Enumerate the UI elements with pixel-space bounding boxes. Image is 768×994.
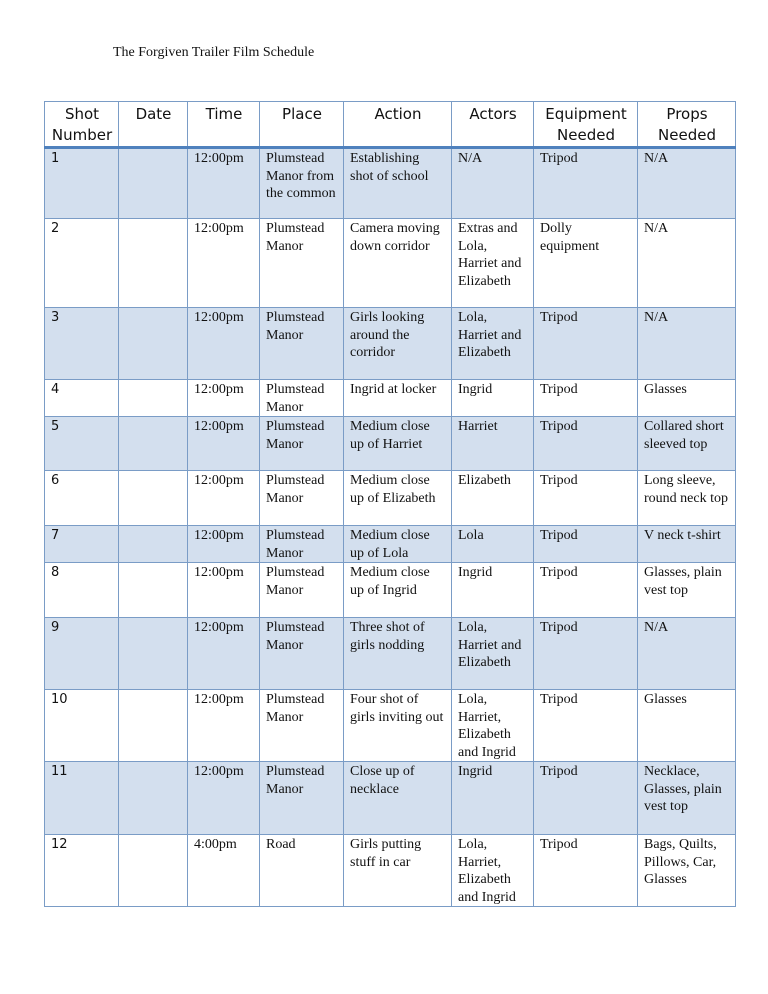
cell-actors: Ingrid: [452, 380, 534, 417]
header-equipment-line2: Needed: [557, 126, 615, 144]
header-props-line2: Needed: [658, 126, 716, 144]
table-row: [45, 762, 736, 835]
cell-actors: Ingrid: [452, 563, 534, 618]
cell-time: 12:00pm: [188, 762, 260, 835]
cell-equipment: Tripod: [534, 762, 638, 835]
cell-date: [119, 690, 188, 762]
cell-action: Close up of necklace: [344, 762, 452, 835]
cell-date: [119, 563, 188, 618]
cell-action: Girls looking around the corridor: [344, 308, 452, 380]
table-row: [45, 526, 736, 563]
cell-actors: N/A: [452, 148, 534, 219]
cell-time: 12:00pm: [188, 148, 260, 219]
cell-date: [119, 417, 188, 471]
cell-shot: 8: [45, 563, 119, 618]
table-row: [45, 563, 736, 618]
cell-time: 12:00pm: [188, 417, 260, 471]
table-row: [45, 618, 736, 690]
cell-action: Ingrid at locker: [344, 380, 452, 417]
cell-actors: Lola, Harriet, Elizabeth and Ingrid: [452, 690, 534, 762]
cell-date: [119, 835, 188, 907]
cell-action: Four shot of girls inviting out: [344, 690, 452, 762]
cell-equipment: Tripod: [534, 380, 638, 417]
document-title: The Forgiven Trailer Film Schedule: [113, 45, 315, 60]
cell-action: Establishing shot of school: [344, 148, 452, 219]
cell-date: [119, 618, 188, 690]
header-time: Time: [188, 102, 260, 148]
cell-shot: 4: [45, 380, 119, 417]
cell-place: Plumstead Manor: [260, 563, 344, 618]
film-schedule-table: [44, 101, 736, 907]
cell-equipment: Dolly equipment: [534, 219, 638, 308]
cell-equipment: Tripod: [534, 563, 638, 618]
cell-equipment: Tripod: [534, 308, 638, 380]
cell-props: Collared short sleeved top: [638, 417, 736, 471]
header-props-line1: Props: [666, 105, 708, 123]
cell-place: Plumstead Manor: [260, 618, 344, 690]
cell-date: [119, 526, 188, 563]
cell-equipment: Tripod: [534, 618, 638, 690]
header-action: Action: [344, 102, 452, 148]
cell-props: Glasses: [638, 380, 736, 417]
cell-action: Medium close up of Ingrid: [344, 563, 452, 618]
cell-time: 12:00pm: [188, 618, 260, 690]
cell-place: Plumstead Manor: [260, 471, 344, 526]
cell-time: 12:00pm: [188, 219, 260, 308]
cell-place: Plumstead Manor: [260, 417, 344, 471]
table-row: [45, 308, 736, 380]
cell-props: Long sleeve, round neck top: [638, 471, 736, 526]
cell-props: Glasses, plain vest top: [638, 563, 736, 618]
cell-place: Plumstead Manor: [260, 762, 344, 835]
table-row: [45, 690, 736, 762]
cell-props: N/A: [638, 618, 736, 690]
header-date: Date: [119, 102, 188, 148]
cell-place: Plumstead Manor: [260, 219, 344, 308]
cell-shot: 1: [45, 148, 119, 219]
cell-shot: 6: [45, 471, 119, 526]
cell-time: 4:00pm: [188, 835, 260, 907]
header-shot-line2: Number: [51, 126, 113, 144]
cell-place: Plumstead Manor: [260, 526, 344, 563]
cell-date: [119, 471, 188, 526]
cell-shot: 10: [45, 690, 119, 762]
cell-date: [119, 219, 188, 308]
table-row: [45, 380, 736, 417]
cell-actors: Ingrid: [452, 762, 534, 835]
cell-place: Road: [260, 835, 344, 907]
cell-action: Camera moving down corridor: [344, 219, 452, 308]
cell-place: Plumstead Manor: [260, 308, 344, 380]
cell-shot: 3: [45, 308, 119, 380]
cell-shot: 12: [45, 835, 119, 907]
cell-actors: Lola, Harriet, Elizabeth and Ingrid: [452, 835, 534, 907]
header-shot-line1: Shot: [64, 105, 100, 123]
cell-equipment: Tripod: [534, 690, 638, 762]
cell-equipment: Tripod: [534, 526, 638, 563]
cell-time: 12:00pm: [188, 380, 260, 417]
cell-date: [119, 762, 188, 835]
table-row: [45, 835, 736, 907]
cell-actors: Lola, Harriet and Elizabeth: [452, 618, 534, 690]
cell-equipment: Tripod: [534, 471, 638, 526]
cell-date: [119, 308, 188, 380]
cell-shot: 9: [45, 618, 119, 690]
cell-shot: 11: [45, 762, 119, 835]
cell-time: 12:00pm: [188, 690, 260, 762]
header-row: [45, 102, 736, 148]
table-row: [45, 148, 736, 219]
cell-place: Plumstead Manor: [260, 690, 344, 762]
cell-time: 12:00pm: [188, 308, 260, 380]
cell-actors: Extras and Lola, Harriet and Elizabeth: [452, 219, 534, 308]
cell-place: Plumstead Manor from the common: [260, 148, 344, 219]
cell-action: Girls putting stuff in car: [344, 835, 452, 907]
cell-props: Bags, Quilts, Pillows, Car, Glasses: [638, 835, 736, 907]
cell-props: N/A: [638, 308, 736, 380]
header-shot-number: [45, 102, 119, 148]
header-equipment-line1: Equipment: [545, 105, 627, 123]
header-props: [638, 102, 736, 148]
cell-props: N/A: [638, 219, 736, 308]
cell-shot: 7: [45, 526, 119, 563]
cell-actors: Harriet: [452, 417, 534, 471]
cell-shot: 2: [45, 219, 119, 308]
cell-props: Glasses: [638, 690, 736, 762]
cell-actors: Lola, Harriet and Elizabeth: [452, 308, 534, 380]
cell-props: N/A: [638, 148, 736, 219]
cell-time: 12:00pm: [188, 563, 260, 618]
cell-place: Plumstead Manor: [260, 380, 344, 417]
header-actors: Actors: [452, 102, 534, 148]
cell-equipment: Tripod: [534, 417, 638, 471]
header-place: Place: [260, 102, 344, 148]
cell-equipment: Tripod: [534, 148, 638, 219]
cell-actors: Lola: [452, 526, 534, 563]
table-row: [45, 219, 736, 308]
cell-action: Medium close up of Lola: [344, 526, 452, 563]
cell-props: V neck t-shirt: [638, 526, 736, 563]
cell-shot: 5: [45, 417, 119, 471]
cell-action: Three shot of girls nodding: [344, 618, 452, 690]
table-row: [45, 417, 736, 471]
cell-action: Medium close up of Harriet: [344, 417, 452, 471]
cell-actors: Elizabeth: [452, 471, 534, 526]
cell-action: Medium close up of Elizabeth: [344, 471, 452, 526]
cell-props: Necklace, Glasses, plain vest top: [638, 762, 736, 835]
table-row: [45, 471, 736, 526]
cell-time: 12:00pm: [188, 471, 260, 526]
header-equipment: [534, 102, 638, 148]
cell-date: [119, 380, 188, 417]
cell-equipment: Tripod: [534, 835, 638, 907]
cell-time: 12:00pm: [188, 526, 260, 563]
cell-date: [119, 148, 188, 219]
